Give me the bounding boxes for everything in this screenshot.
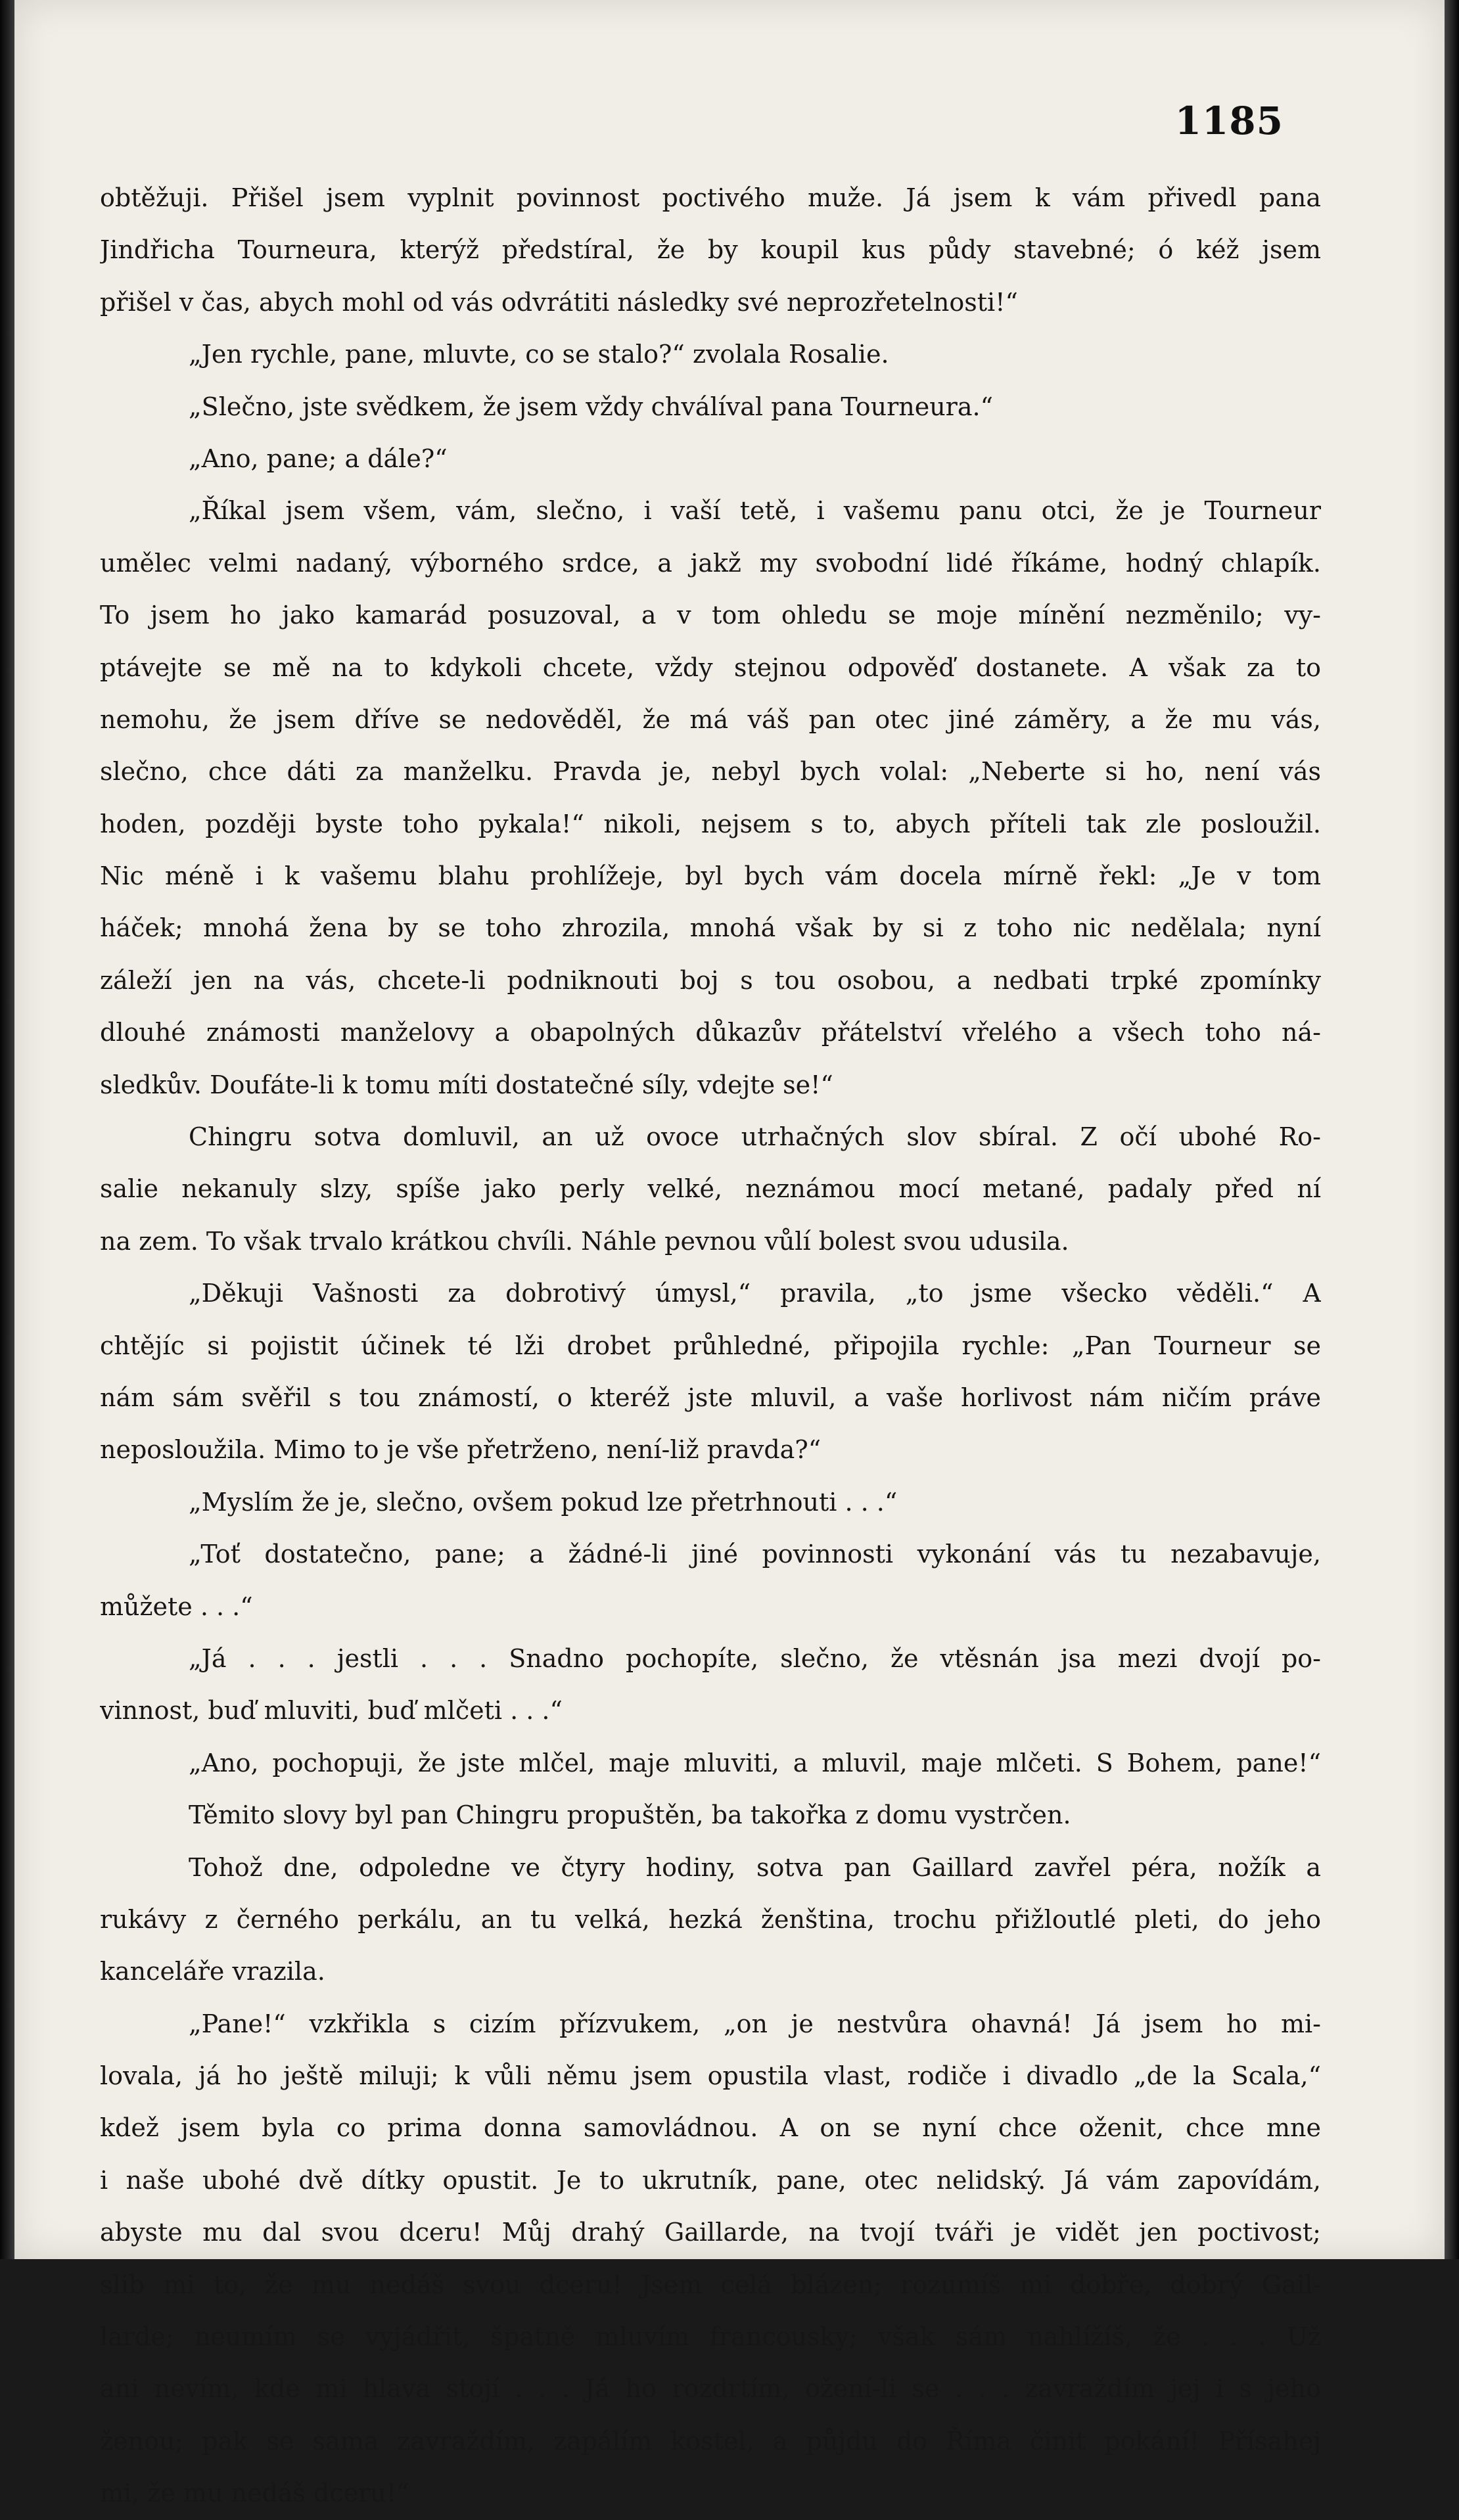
- text-line: umělec velmi nadaný, výborného srdce, a jakž my svobodní lidé říkáme, hodný chlapík.: [100, 548, 1321, 578]
- text-line: „Slečno, jste svědkem, že jsem vždy chválíval pana Tourneura.“: [189, 392, 993, 421]
- text-line: nemohu, že jsem dříve se nedověděl, že má váš pan otec jiné záměry, a že mu vás,: [100, 704, 1321, 734]
- page-number: 1185: [1174, 99, 1284, 143]
- text-line: salie nekanuly slzy, spíše jako perly velké, neznámou mocí metané, padaly před ní: [100, 1174, 1321, 1204]
- text-line: obtěžuji. Přišel jsem vyplnit povinnost poctivého muže. Já jsem k vám přivedl pana: [100, 183, 1321, 212]
- text-line: i naše ubohé dvě dítky opustit. Je to ukrutník, pane, otec nelidský. Já vám zapovídám,: [100, 2165, 1321, 2195]
- text-line: mi, že mu nedáš dceru!“: [100, 2479, 409, 2508]
- text-line: abyste mu dal svou dceru! Můj drahý Gaillarde, na tvojí tváři je vidět jen poctivost;: [100, 2218, 1321, 2247]
- book-page: [14, 0, 1445, 2508]
- text-line: slečno, chce dáti za manželku. Pravda je, nebyl bych volal: „Neberte si ho, není vás: [100, 757, 1321, 787]
- text-line: dlouhé známosti manželovy a obapolných důkazův přátelství vřelého a všech toho ná-: [100, 1018, 1321, 1047]
- text-line: vinnost, buď mluviti, buď mlčeti . . .“: [100, 1696, 563, 1726]
- text-line: záleží jen na vás, chcete-li podniknouti boj s tou osobou, a nedbati trpké zpomínky: [100, 965, 1321, 995]
- text-line: „Ano, pochopuji, že jste mlčel, maje mluviti, a mluvil, maje mlčeti. S Bohem, pane!“: [189, 1748, 1321, 1777]
- text-line: lovala, já ho ještě miluji; k vůli němu jsem opustila vlast, rodiče i divadlo „de la Scala,“: [100, 2061, 1321, 2091]
- text-line: kdež jsem byla co prima donna samovládnou. A on se nyní chce oženit, chce mne: [100, 2113, 1321, 2143]
- text-line: ženou; pak se sama zavraždím, zapálím kostel, a půjdu do Říma činit pokání! Přísahej: [100, 2426, 1321, 2456]
- scan-border-right: [1445, 0, 1459, 2259]
- text-line: neposloužila. Mimo to je vše přetrženo, není-liž pravda?“: [100, 1435, 822, 1465]
- text-line: Jindřicha Tourneura, kterýž předstíral, že by koupil kus půdy stavebné; ó kéž jsem: [100, 235, 1321, 265]
- text-line: můžete . . .“: [100, 1592, 253, 1621]
- text-line: ptávejte se mě na to kdykoli chcete, vždy stejnou odpověď dostanete. A však za to: [100, 653, 1321, 682]
- text-line: Tohož dne, odpoledne ve čtyry hodiny, sotva pan Gaillard zavřel péra, nožík a: [189, 1852, 1321, 1882]
- text-line: „Říkal jsem všem, vám, slečno, i vaší tetě, i vašemu panu otci, že je Tourneur: [189, 496, 1321, 526]
- text-line: ani nevím, kde mi hlava stojí . . . Já ho rozdrtím, ožení-li se . . . zavraždím jej i s jeho: [100, 2374, 1321, 2404]
- text-line: „Já . . . jestli . . . Snadno pochopíte, slečno, že vtěsnán jsa mezi dvojí po-: [189, 1643, 1321, 1673]
- text-line: slib mi to, že mu nedáš svou dceru! Jsem celá blázen; rozumíš mi dobře, dobrý Gail-: [100, 2270, 1321, 2299]
- text-line: Nic méně i k vašemu blahu prohlížeje, byl bych vám docela mírně řekl: „Je v tom: [100, 861, 1321, 891]
- text-line: sledkův. Doufáte-li k tomu míti dostatečné síly, vdejte se!“: [100, 1070, 833, 1099]
- text-line: háček; mnohá žena by se toho zhrozila, mnohá však by si z toho nic nedělala; nyní: [100, 913, 1321, 943]
- text-line: „Pane!“ vzkřikla s cizím přízvukem, „on je nestvůra ohavná! Já jsem ho mi-: [189, 2009, 1321, 2038]
- text-line: „Ano, pane; a dále?“: [189, 444, 448, 473]
- text-line: hoden, později byste toho pykala!“ nikoli, nejsem s to, abych příteli tak zle posloužil.: [100, 809, 1321, 838]
- text-line: „Toť dostatečno, pane; a žádné-li jiné povinnosti vykonání vás tu nezabavuje,: [189, 1540, 1321, 1569]
- text-line: „Děkuji Vašnosti za dobrotivý úmysl,“ pravila, „to jsme všecko věděli.“ A: [189, 1279, 1321, 1308]
- text-line: Těmito slovy byl pan Chingru propuštěn, ba takořka z domu vystrčen.: [189, 1800, 1071, 1830]
- text-line: nám sám svěřil s tou známostí, o kteréž jste mluvil, a vaše horlivost nám ničím práve: [100, 1383, 1321, 1412]
- text-line: larde; neumím se vyjádřit, špatně mluvím francousky; však sám nahlížíš, že . . . Už: [100, 2322, 1321, 2352]
- text-line: To jsem ho jako kamarád posuzoval, a v tom ohledu se moje mínění nezměnilo; vy-: [100, 601, 1321, 630]
- text-line: na zem. To však trvalo krátkou chvíli. Náhle pevnou vůlí bolest svou udusila.: [100, 1226, 1069, 1256]
- text-line: rukávy z černého perkálu, an tu velká, hezká ženština, trochu přižloutlé pleti, do jeho: [100, 1904, 1321, 1934]
- scan-border-left: [0, 0, 14, 2259]
- text-line: „Myslím že je, slečno, ovšem pokud lze přetrhnouti . . .“: [189, 1487, 898, 1517]
- text-line: kanceláře vrazila.: [100, 1957, 325, 1986]
- text-line: Chingru sotva domluvil, an už ovoce utrhačných slov sbíral. Z očí ubohé Ro-: [189, 1122, 1321, 1152]
- text-line: „Jen rychle, pane, mluvte, co se stalo?“ zvolala Rosalie.: [189, 340, 889, 369]
- body-text: [100, 172, 1321, 2520]
- text-line: chtějíc si pojistit účinek té lži drobet průhledné, připojila rychle: „Pan Tourneur se: [100, 1331, 1321, 1360]
- text-line: přišel v čas, abych mohl od vás odvrátiti následky své neprozřetelnosti!“: [100, 287, 1018, 317]
